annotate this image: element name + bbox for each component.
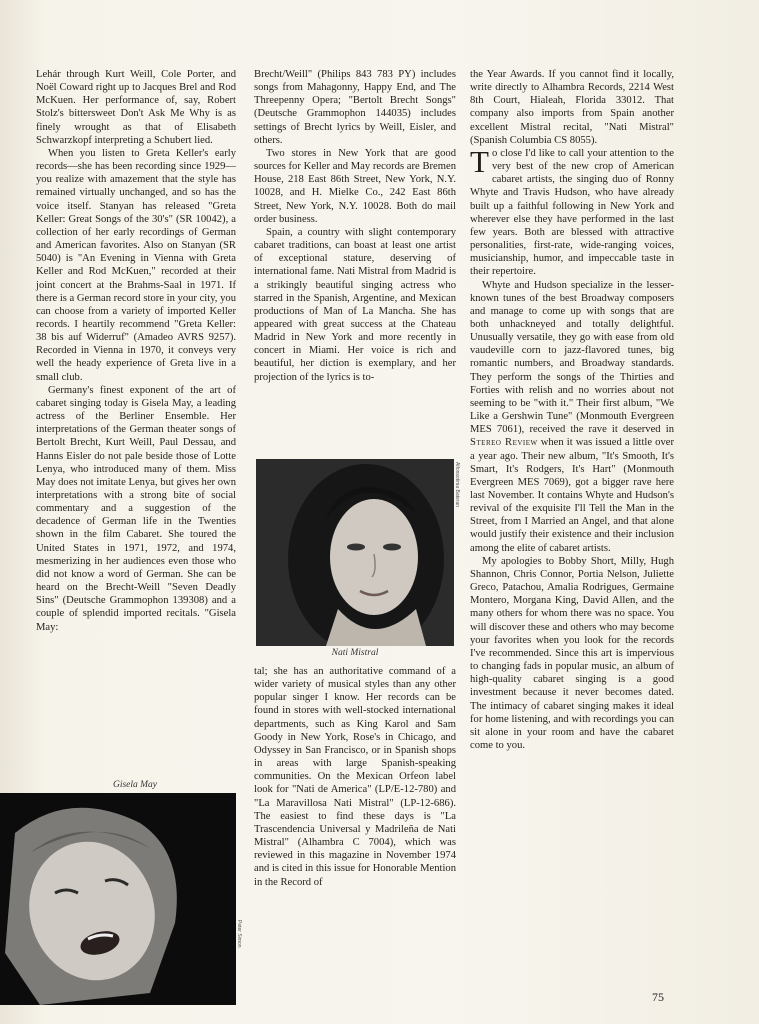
paragraph: Germany's finest exponent of the art of cabaret singing today is Gisela May, a leading actress of the Berliner Ensemble. Her interpretations of the German theater songs of Bertolt Brecht, Kurt Weill, Paul Dessau, and Hanns Eisler do not pale beside those of Lotte Lenya, who introduced many of them. Miss May does not imitate Lenya, but gives her own interpretations with a strong bite of social commentary and a suggestion of the decadence of German life in the Twenties shown in the film Cabaret. She toured the United States in 1971, 1972, and 1974, mesmerizing in her audiences even those who did not know a word of German. She can be heard on the Brecht-Weill "Seven Deadly Sins" (Deutsche Grammophon 139308) and a couple of splendid imported recitals. "Gisela May:: [36, 384, 236, 633]
paragraph: tal; she has an authoritative command of a wider variety of musical styles than any other popular singer I know. Her records can be found in stores with well-stocked international departments, such as King Karol and Sam Goody in New York, Rose's in Chicago, and Odyssey in San Francisco, or in Spanish shops in areas with large Spanish-speaking communities. On the Mexican Orfeon label look for "Nati de America" (LP/E-12-780) and "La Maravillosa Nati Mistral" (LP-12-686). The easiest to find these days is "La Trascendencia Universal y Madrileña de Nati Mistral" (Alhambra C 7004), which was reviewed in this magazine in November 1974 and is cited in this issue for Honorable Mention in the Record of: [254, 666, 456, 888]
nati-mistral-photo: [256, 459, 454, 646]
page-number: 75: [652, 990, 664, 1004]
paragraph: When you listen to Greta Keller's early records—she has been recording since 1929—you realize with amazement that the style has remained virtually unchanged, and so has the voice itself. Stanyan has released "Greta Keller: Great Songs of the 30's" (SR 10042), a collection of her early recordings of German and American favorites. Also on Stanyan (SR 5040) is "An Evening in Vienna with Greta Keller and Rod McKuen," recorded at their joint concert at the Brahms-Saal in 1971. If there is a German record store in your city, you can choose from a variety of imported Keller records. I heartily recommend "Greta Keller: 38 bis auf Widerruf" (Amadeo AVRS 9257). Recorded in Vienna in 1970, it conveys very well the heady experience of Greta live in a small club.: [36, 147, 236, 383]
photo-caption: Gisela May: [112, 780, 158, 790]
photo-credit: Peter Simon: [236, 920, 242, 948]
article-column-2-bottom: [254, 665, 456, 889]
paragraph-text: Whyte and Hudson specialize in the lesser-known tunes of the best Broadway composers and manage to come up with songs that are both unhackneyed and totally delightful. Unusually versatile, they go with ease from old vaudeville corn to jazz-flavored tunes, big romantic numbers, and Broadway standards. They perform the songs of the Thirties and Forties with relish and no worries about not seeming to be "with it." Their first album, "We Like a Gershwin Tune" (Monmouth Evergreen MES 7061), received the rave it deserved in: [470, 279, 674, 436]
paragraph: Brecht/Weill" (Philips 843 783 PY) includes songs from Mahagonny, Happy End, and The Threepenny Opera; "Bertolt Brecht Songs" (Deutsche Grammophon 144035) includes settings of Brecht lyrics by Weill, Eisler, and others.: [254, 69, 456, 146]
magazine-name: Stereo Review: [470, 437, 538, 449]
paragraph: Two stores in New York that are good sources for Keller and May records are Bremen House, 218 East 86th Street, New York, N.Y. 10028, and H. Mielke Co., 242 East 86th Street, New York, N.Y. 10028. Both do mail order business.: [254, 147, 456, 225]
paragraph: [470, 279, 674, 555]
drop-cap: T: [470, 143, 489, 179]
portrait-illustration: [256, 459, 454, 646]
photo-credit: Alfonsotima Bateran: [454, 462, 460, 508]
photo-caption: Nati Mistral: [331, 648, 379, 658]
paragraph-with-dropcap: [470, 143, 674, 279]
article-column-2-top: [254, 68, 456, 384]
paragraph: Lehár through Kurt Weill, Cole Porter, and Noël Coward right up to Jacques Brel and Rod McKuen. Her performance of, say, Robert Stolz's bittersweet Don't Ask Me Why is as finely wrought as that of Elisabeth Schwarzkopf interpreting a Schubert lied.: [36, 69, 236, 146]
paragraph: the Year Awards. If you cannot find it locally, write directly to Alhambra Records, 2214 West 8th Court, Hialeah, Florida 33012. That company also imports from Spain another excellent Mistral recital, "Nati Mistral" (Spanish Columbia CS 8055).: [470, 69, 674, 146]
article-column-1: [36, 68, 236, 634]
gisela-may-photo: [0, 793, 236, 1005]
paragraph: Spain, a country with slight contemporary cabaret traditions, can boast at least one artist of exceptional stature, deserving of international fame. Nati Mistral from Madrid is a strikingly beautiful singing actress who starred in the Spanish, Argentine, and Mexican productions of Man of La Mancha. She has appeared with great success at the Chateau Madrid in New York and more recently in concert in Miami. Her voice is rich and beautiful, her diction is exemplary, and her projection of the lyrics is to-: [254, 226, 456, 383]
portrait-illustration: [0, 793, 236, 1005]
paragraph-text: when it was issued a little over a year ago. Their new album, "It's Smooth, It's Smart, It's Rodgers, It's Hart" (Monmouth Evergreen MES 7069), got a bigger rave here last November. It contains Whyte and Hudson's revival of the exquisite I'll Tell the Man in the Street, from I Married an Angel, and that alone would justify their existence and their inclusion among the elite of cabaret artists.: [470, 437, 674, 554]
paragraph: My apologies to Bobby Short, Milly, Hugh Shannon, Chris Connor, Portia Nelson, Juliette Greco, Patachou, Amalia Rodrigues, Germaine Montero, Morgana King, David Allen, and the many others for whom there was no space. You will discover these and others who may become your favorites when you look for the records I've recommended. Since this art is impervious to changing fads in popular music, an album of high-quality cabaret singing is a good investment because it never becomes dated. The intimacy of cabaret singing makes it ideal for home listening, and with recordings you can sit alone in your room and have the cabaret come to you.: [470, 555, 674, 751]
article-column-3: [470, 68, 674, 752]
paragraph-text: o close I'd like to call your attention to the very best of the new crop of American cabaret artists, the singing duo of Ronny Whyte and Travis Hudson, who have already built up a faithful following in New York and wherever else they have performed in the last few years. Both are blessed with attractive personalities, first-rate, wide-ranging voices, musicianship, humor, and impeccable taste in their repertoire.: [470, 147, 674, 278]
